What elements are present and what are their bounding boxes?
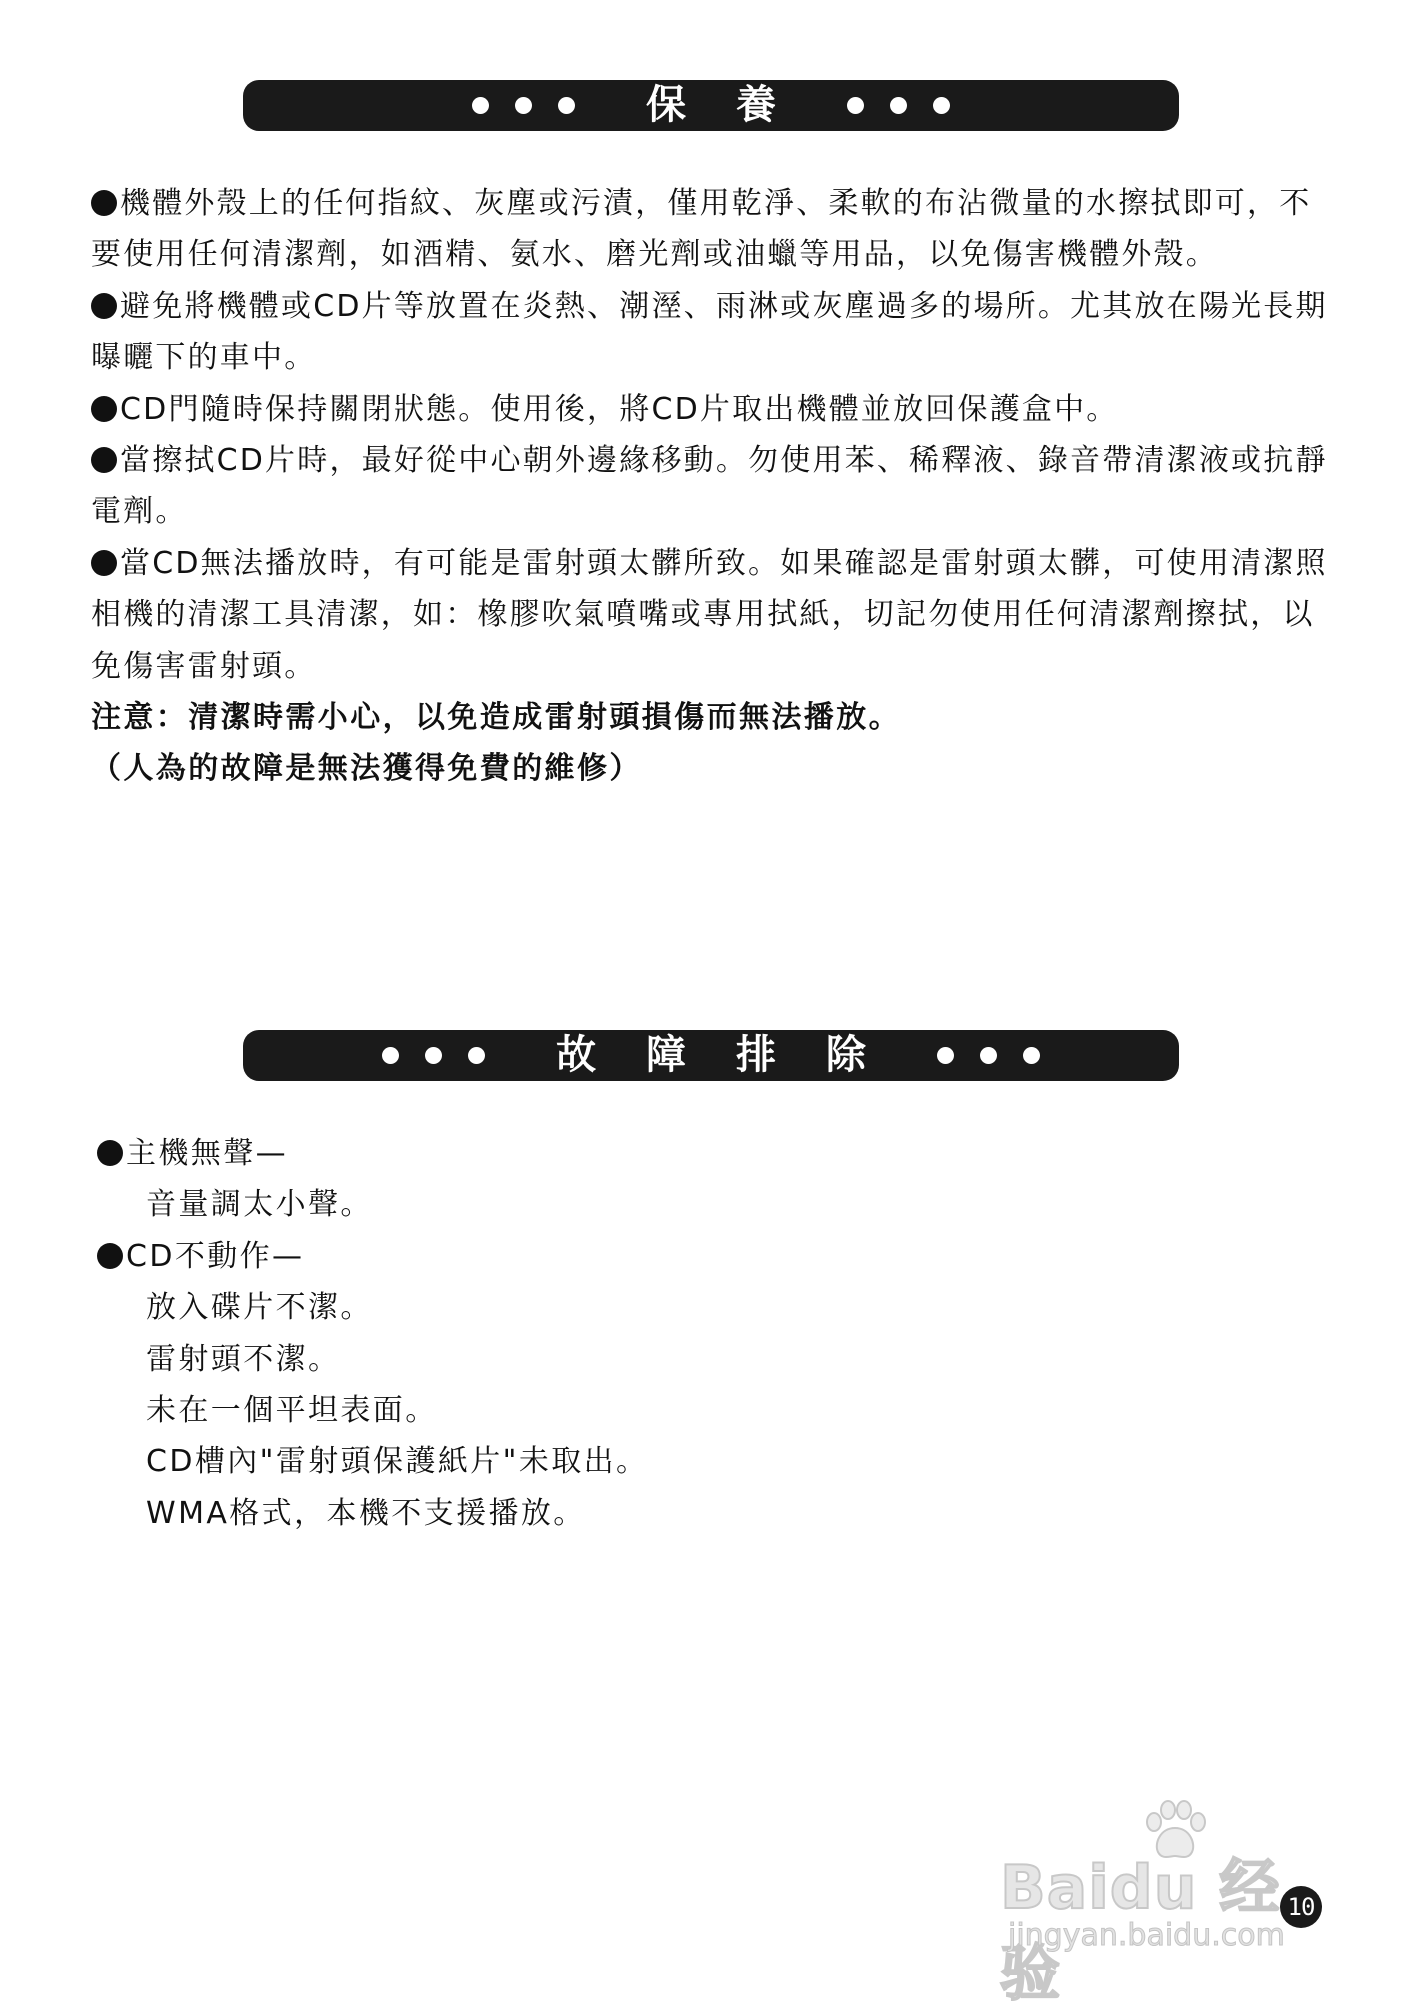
banner-dot-icon [980, 1047, 997, 1064]
trouble-item: 雷射頭不潔。 [146, 1341, 341, 1377]
trouble-item: 音量調太小聲。 [146, 1187, 373, 1223]
care-section-banner [243, 80, 1179, 131]
care-paragraph [91, 281, 1336, 384]
trouble-heading-text: CD不動作— [126, 1238, 305, 1274]
care-paragraph [91, 435, 1336, 538]
banner-dot-icon [472, 97, 489, 114]
care-paragraph-text: CD門隨時保持關閉狀態。使用後，將CD片取出機體並放回保護盒中。 [120, 391, 1119, 427]
care-paragraph-text: 避免將機體或CD片等放置在炎熱、潮溼、雨淋或灰塵過多的場所。尤其放在陽光長期曝曬下的車中。 [91, 288, 1328, 376]
troubleshooting-list [97, 1128, 1297, 1539]
bullet-icon [91, 447, 117, 473]
care-warranty-note: （人為的故障是無法獲得免費的維修） [91, 751, 642, 787]
trouble-item: 放入碟片不潔。 [146, 1290, 373, 1326]
bullet-icon [91, 293, 117, 319]
bullet-icon [97, 1140, 123, 1166]
banner-dot-icon [558, 97, 575, 114]
baidu-logo-text: Baidu 经验 [1000, 1853, 1281, 2009]
baidu-watermark [1000, 1800, 1330, 2009]
page-number: 10 [1280, 1886, 1322, 1928]
banner-dot-icon [937, 1047, 954, 1064]
banner-dot-icon [425, 1047, 442, 1064]
trouble-item: CD槽內"雷射頭保護紙片"未取出。 [146, 1444, 649, 1480]
trouble-item: 未在一個平坦表面。 [146, 1393, 438, 1429]
bullet-icon [91, 396, 117, 422]
care-paragraph [91, 538, 1336, 692]
banner-dot-icon [933, 97, 950, 114]
care-paragraph [91, 178, 1336, 281]
care-paragraph-text: 當擦拭CD片時，最好從中心朝外邊緣移動。勿使用苯、稀釋液、錄音帶清潔液或抗靜電劑。 [91, 443, 1328, 530]
care-section-body [91, 178, 1336, 795]
bullet-icon [91, 550, 117, 576]
trouble-heading-text: 主機無聲— [126, 1136, 288, 1171]
care-paragraph [91, 384, 1336, 435]
care-paragraph-text: 當CD無法播放時，有可能是雷射頭太髒所致。如果確認是雷射頭太髒，可使用清潔照相機的清潔工具清潔，如：橡膠吹氣噴嘴或專用拭紙，切記勿使用任何清潔劑擦拭，以免傷害雷射頭。 [91, 545, 1328, 684]
bullet-icon [91, 190, 117, 216]
troubleshooting-section-title: 故 障 排 除 [556, 1032, 884, 1078]
banner-dot-icon [1023, 1047, 1040, 1064]
care-section-title: 保 養 [646, 82, 794, 128]
care-paragraph-text: 機體外殼上的任何指紋、灰塵或污漬，僅用乾淨、柔軟的布沾微量的水擦拭即可，不要使用任何清潔劑，如酒精、氨水、磨光劑或油蠟等用品，以免傷害機體外殼。 [91, 186, 1312, 273]
troubleshooting-section-banner [243, 1030, 1179, 1081]
trouble-item: WMA格式，本機不支援播放。 [146, 1495, 586, 1531]
banner-dot-icon [468, 1047, 485, 1064]
care-warning-note: 注意：清潔時需小心，以免造成雷射頭損傷而無法播放。 [91, 700, 901, 736]
bullet-icon [97, 1243, 123, 1269]
trouble-group-heading [97, 1231, 1297, 1282]
trouble-group-heading [97, 1128, 1297, 1179]
banner-dot-icon [515, 97, 532, 114]
banner-dot-icon [847, 97, 864, 114]
banner-dot-icon [382, 1047, 399, 1064]
baidu-url-text: jingyan.baidu.com [1008, 1918, 1285, 1953]
banner-dot-icon [890, 97, 907, 114]
